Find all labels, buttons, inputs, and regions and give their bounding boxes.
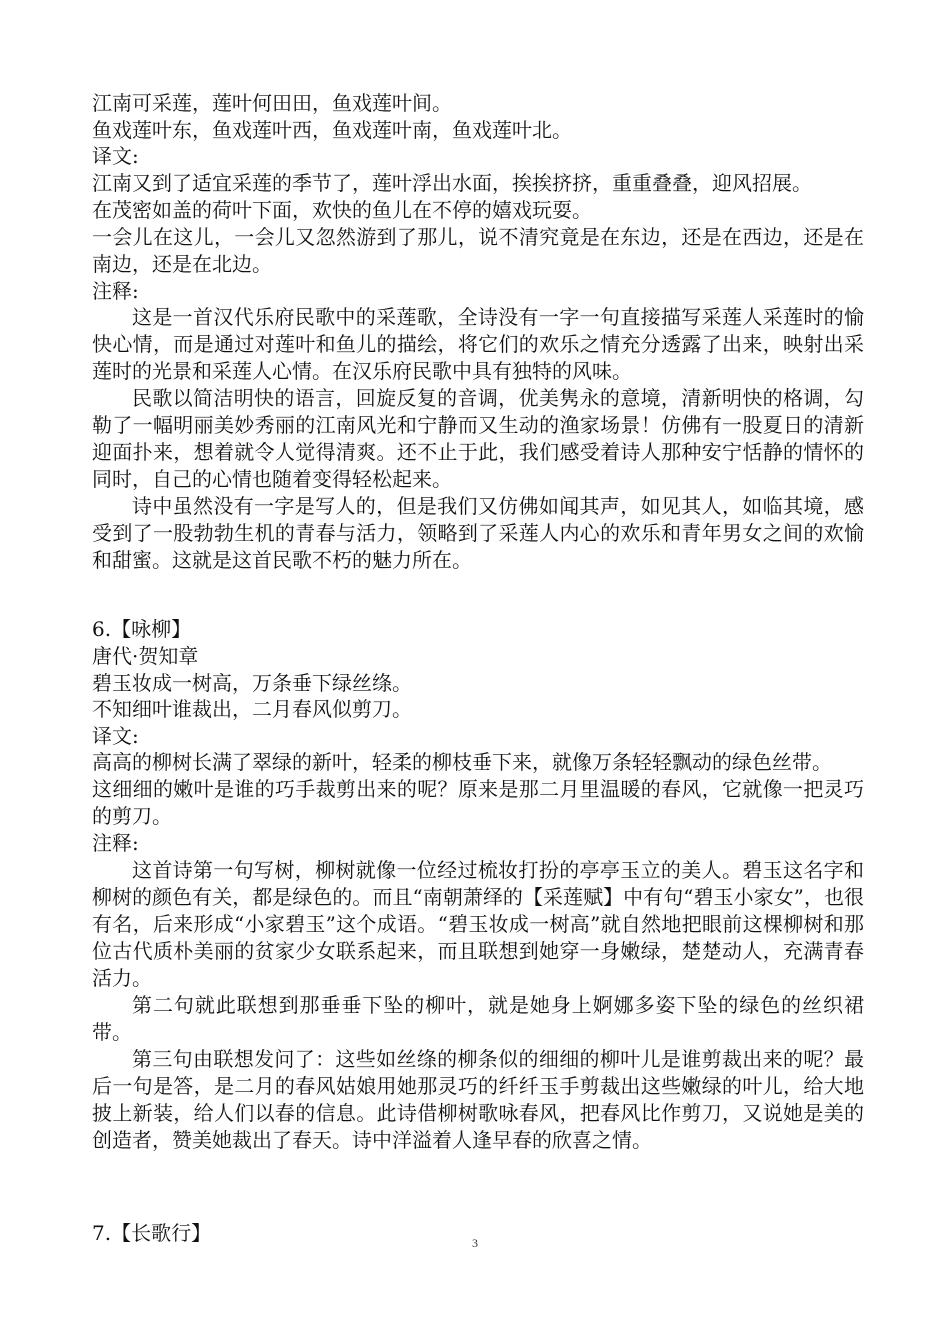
notes-paragraph: 这是一首汉代乐府民歌中的采莲歌，全诗没有一字一句直接描写采莲人采莲时的愉快心情，而是通过对莲叶和鱼儿的描绘，将它们的欢乐之情充分透露了出来，映射出采莲时的光景和采莲人心情。在汉乐府民歌中具有独特的风味。 [92, 305, 864, 384]
notes-paragraph: 诗中虽然没有一字是写人的，但是我们又仿佛如闻其声，如见其人，如临其境，感受到了一股勃勃生机的青春与活力，领略到了采莲人内心的欢乐和青年男女之间的欢愉和甜蜜。这就是这首民歌不朽的魅力所在。 [92, 494, 864, 573]
poem-heading: 7.【长歌行】 [92, 1220, 212, 1245]
section-spacer [92, 574, 864, 616]
notes-label: 注释: [92, 831, 139, 856]
translation-label: 译文: [92, 144, 139, 169]
poem-line: 碧玉妆成一树高，万条垂下绿丝绦。 [92, 670, 412, 695]
translation-paragraph: 江南又到了适宜采莲的季节了，莲叶浮出水面，挨挨挤挤，重重叠叠，迎风招展。 [92, 170, 812, 195]
section-cailian [92, 90, 864, 574]
notes-paragraph: 民歌以简洁明快的语言，回旋反复的音调，优美隽永的意境，清新明快的格调，勾勒了一幅明丽美妙秀丽的江南风光和宁静而又生动的渔家场景！仿佛有一股夏日的清新迎面扑来，想着就令人觉得清爽。还不止于此，我们感受着诗人那种安宁恬静的情怀的同时，自己的心情也随着变得轻松起来。 [92, 386, 864, 492]
section-spacer [92, 1154, 864, 1220]
document-page [92, 90, 864, 1247]
notes-paragraph: 第二句就此联想到那垂垂下坠的柳叶，就是她身上婀娜多姿下坠的绿色的丝织裙带。 [92, 992, 864, 1044]
page-number: 3 [472, 1236, 478, 1250]
translation-paragraph: 高高的柳树长满了翠绿的新叶，轻柔的柳枝垂下来，就像万条轻轻飘动的绿色丝带。 [92, 750, 832, 775]
notes-label: 注释: [92, 278, 139, 303]
poem-line: 江南可采莲，莲叶何田田，鱼戏莲叶间。 [92, 91, 452, 115]
notes-paragraph: 这首诗第一句写树，柳树就像一位经过梳妆打扮的亭亭玉立的美人。碧玉这名字和柳树的颜色有关，都是绿色的。而且“南朝萧绎的【采莲赋】中有句“碧玉小家女”，也很有名，后来形成“小家碧玉”这个成语。“碧玉妆成一树高”就自然地把眼前这棵柳树和那位古代质朴美丽的贫家少女联系起来，而且联想到她穿一身嫩绿，楚楚动人，充满青春活力。 [92, 857, 864, 990]
translation-paragraph: 这细细的嫩叶是谁的巧手裁剪出来的呢？原来是那二月里温暖的春风，它就像一把灵巧的剪刀。 [92, 777, 864, 829]
translation-paragraph: 一会儿在这儿，一会儿又忽然游到了那儿，说不清究竟是在东边，还是在西边，还是在南边，还是在北边。 [92, 224, 864, 276]
poem-line: 不知细叶谁裁出，二月春风似剪刀。 [92, 697, 412, 722]
section-yongliu [92, 616, 864, 1154]
poem-line: 鱼戏莲叶东，鱼戏莲叶西，鱼戏莲叶南，鱼戏莲叶北。 [92, 117, 572, 142]
poem-author: 唐代·贺知章 [92, 643, 199, 668]
translation-label: 译文: [92, 723, 139, 748]
translation-paragraph: 在茂密如盖的荷叶下面，欢快的鱼儿在不停的嬉戏玩耍。 [92, 197, 592, 222]
notes-paragraph: 第三句由联想发问了：这些如丝绦的柳条似的细细的柳叶儿是谁剪裁出来的呢？最后一句是答，是二月的春风姑娘用她那灵巧的纤纤玉手剪裁出这些嫩绿的叶儿，给大地披上新装，给人们以春的信息。此诗借柳树歌咏春风，把春风比作剪刀，又说她是美的创造者，赞美她裁出了春天。诗中洋溢着人逢早春的欣喜之情。 [92, 1046, 864, 1152]
poem-heading: 6.【咏柳】 [92, 617, 192, 642]
